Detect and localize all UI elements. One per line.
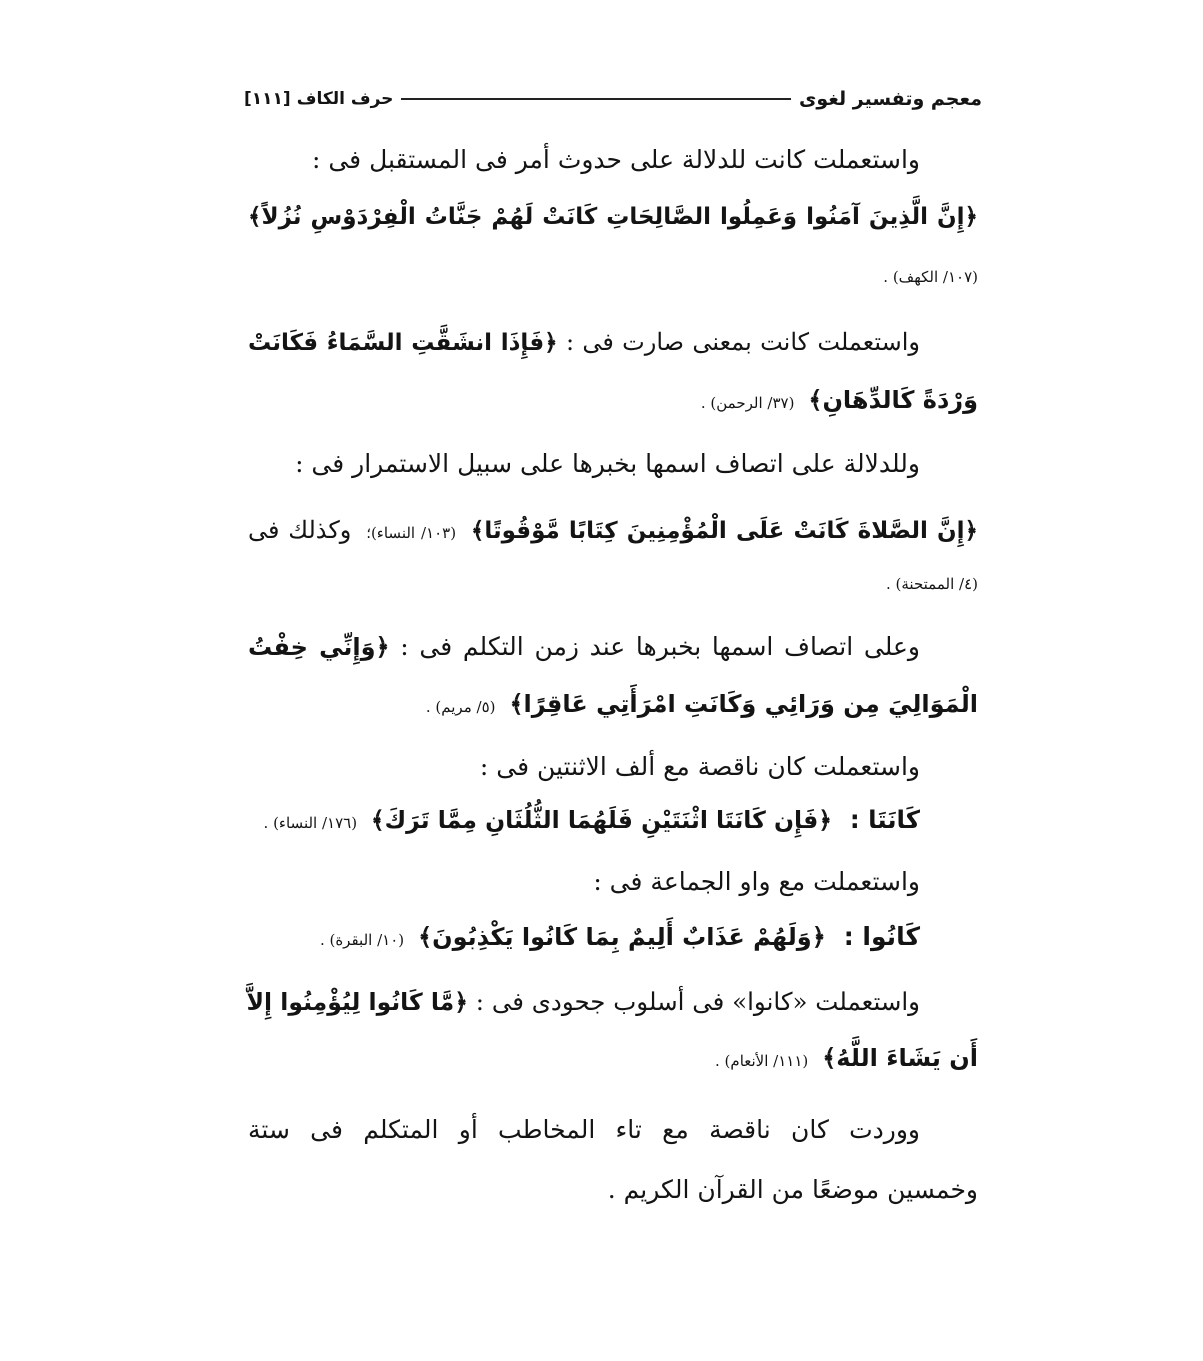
p4-line1	[248, 627, 978, 671]
p7-verse-start: ﴿مَّا كَانُوا لِيُؤْمِنُوا إِلاَّ	[246, 988, 468, 1016]
p2-verse-end: وَرْدَةً كَالدِّهَانِ﴾	[808, 386, 978, 414]
p7-verse-end: أَن يَشَاءَ اللَّهُ﴾	[822, 1044, 978, 1072]
p7-text: واستعملت «كانوا» فى أسلوب جحودى فى :	[475, 987, 920, 1016]
p2-line1	[248, 322, 978, 366]
p6-line1: واستعملت مع واو الجماعة فى :	[593, 867, 920, 896]
p2-line2	[248, 380, 978, 424]
p5-label: كَانَتَا :	[849, 805, 920, 834]
p1-line1: واستعملت كانت للدلالة على حدوث أمر فى المستقبل فى :	[311, 145, 920, 174]
p1-verse: ﴿إِنَّ الَّذِينَ آمَنُوا وَعَمِلُوا الصَّالِحَاتِ كَانَتْ لَهُمْ جَنَّاتُ الْفِرْدَوْسِ نُزُلاً﴾	[248, 204, 978, 230]
p3-verse: ﴿إِنَّ الصَّلاةَ كَانَتْ عَلَى الْمُؤْمِنِينَ كِتَابًا مَّوْقُوتًا﴾	[470, 518, 978, 544]
verse-reference: (١٠٣/ النساء)؛	[366, 524, 457, 542]
p7-line2	[248, 1038, 978, 1082]
p2-verse-start: ﴿فَإِذَا انشَقَّتِ السَّمَاءُ فَكَانَتْ	[248, 330, 558, 356]
verse-reference: (١٠/ البقرة) .	[319, 931, 405, 949]
verse-reference: (٤/ الممتحنة) .	[886, 575, 978, 593]
p8-line2: وخمسين موضعًا من القرآن الكريم .	[607, 1175, 978, 1204]
p6-line2	[248, 917, 978, 961]
p3-ref2	[248, 571, 978, 599]
p3-line1: وللدلالة على اتصاف اسمها بخبرها على سبيل الاستمرار فى :	[295, 449, 920, 478]
book-title: معجم وتفسير لغوى	[798, 88, 982, 110]
p6-verse: ﴿وَلَهُمْ عَذَابٌ أَلِيمٌ بِمَا كَانُوا يَكْذِبُونَ﴾	[418, 923, 826, 951]
page-number: [١١١]	[244, 89, 291, 109]
p3-line2	[248, 510, 978, 554]
p4-line2	[248, 684, 978, 728]
p5-line2	[248, 800, 978, 844]
p8-line1: ووردت كان ناقصة مع تاء المخاطب أو المتكلم فى ستة	[248, 1115, 920, 1144]
header-rule	[401, 98, 791, 100]
verse-reference: (١١١/ الأنعام) .	[715, 1052, 809, 1070]
verse-reference: (٥/ مريم) .	[425, 698, 496, 716]
p1-ref	[248, 264, 978, 292]
verse-reference: (٣٧/ الرحمن) .	[700, 394, 795, 412]
verse-reference: (١٧٦/ النساء) .	[263, 814, 358, 832]
p4-verse-start: ﴿وَإِنِّي خِفْتُ	[248, 633, 390, 661]
verse-reference: (١٠٧/ الكهف) .	[883, 268, 978, 286]
p4-text: وعلى اتصاف اسمها بخبرها عند زمن التكلم فى :	[400, 632, 920, 661]
section-title: حرف الكاف	[296, 89, 394, 109]
p3-tail: وكذلك فى	[248, 516, 352, 544]
p2-text: واستعملت كانت بمعنى صارت فى :	[565, 328, 920, 356]
p7-line1	[248, 982, 978, 1026]
running-header	[244, 84, 982, 114]
p6-label: كَانُوا :	[843, 922, 920, 951]
p5-verse: ﴿فَإِن كَانَتَا اثْنَتَيْنِ فَلَهُمَا الثُّلُثَانِ مِمَّا تَرَكَ﴾	[370, 806, 833, 834]
p5-line1: واستعملت كان ناقصة مع ألف الاثنتين فى :	[479, 752, 920, 781]
p4-verse-end: الْمَوَالِيَ مِن وَرَائِي وَكَانَتِ امْرَأَتِي عَاقِرًا﴾	[509, 690, 978, 718]
